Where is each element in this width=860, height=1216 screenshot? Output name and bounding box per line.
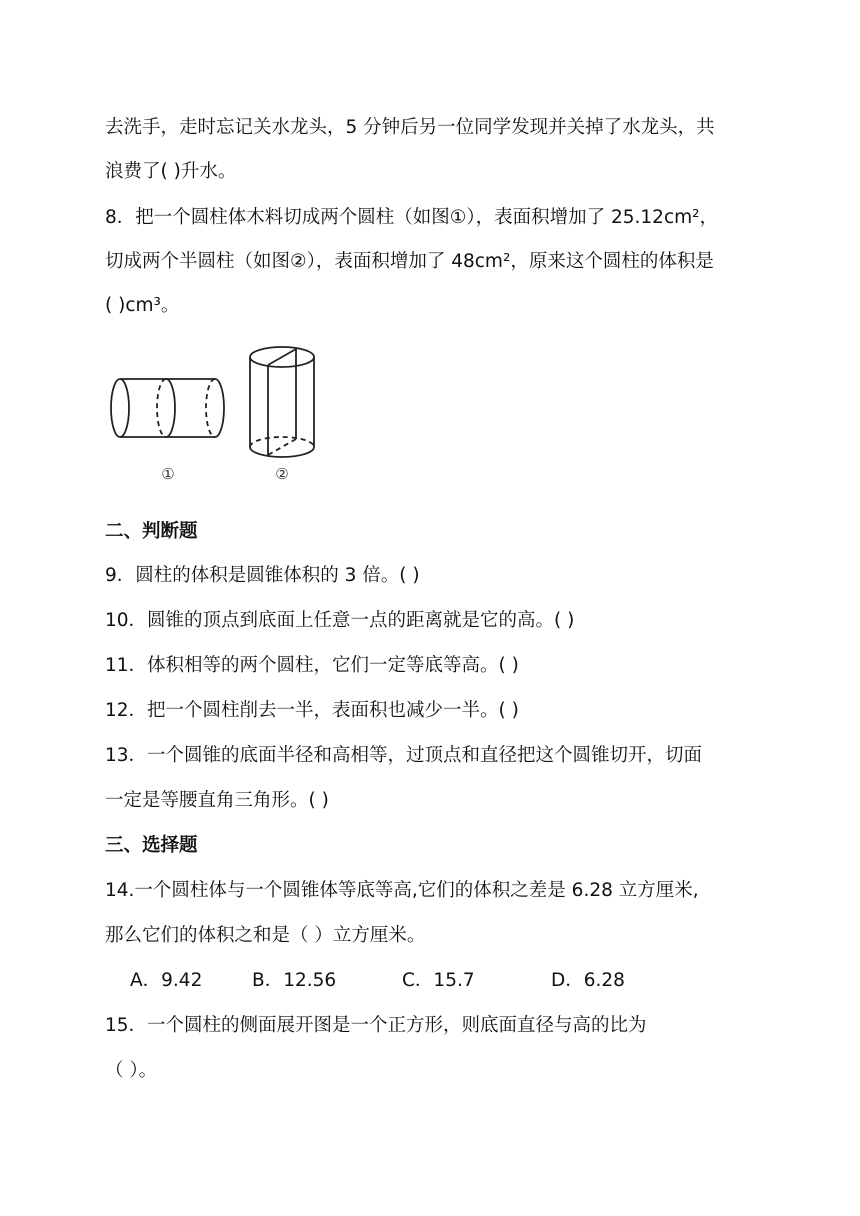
question-10: 10．圆锥的顶点到底面上任意一点的距离就是它的高。( )	[105, 610, 575, 631]
vertical-cylinder-cut	[250, 347, 314, 457]
q7-line-2: 浪费了( )升水。	[105, 161, 237, 182]
cylinder-figure	[100, 340, 340, 490]
q15-line-2: （ ）。	[105, 1060, 158, 1081]
horizontal-cylinder-cut	[111, 379, 224, 437]
section-3-heading: 三、选择题	[105, 835, 198, 856]
q13-line-1: 13．一个圆锥的底面半径和高相等，过顶点和直径把这个圆锥切开，切面	[105, 745, 703, 766]
q15-line-1: 15．一个圆柱的侧面展开图是一个正方形，则底面直径与高的比为	[105, 1015, 647, 1036]
q14-option-a: A．9.42	[130, 970, 203, 991]
question-12: 12．把一个圆柱削去一半，表面积也减少一半。( )	[105, 700, 519, 721]
figure-2-label: ②	[275, 465, 289, 483]
question-9: 9．圆柱的体积是圆锥体积的 3 倍。( )	[105, 565, 420, 586]
q7-line-1: 去洗手，走时忘记关水龙头，5 分钟后另一位同学发现并关掉了水龙头，共	[105, 117, 715, 138]
q8-line-2: 切成两个半圆柱（如图②），表面积增加了 48cm²，原来这个圆柱的体积是	[105, 251, 714, 272]
q13-line-2: 一定是等腰直角三角形。( )	[105, 790, 329, 811]
q14-option-c: C．15.7	[402, 970, 475, 991]
section-2-heading: 二、判断题	[105, 521, 198, 542]
q14-option-b: B．12.56	[252, 970, 337, 991]
q14-line-2: 那么它们的体积之和是（ ）立方厘米。	[105, 925, 426, 946]
question-11: 11．体积相等的两个圆柱，它们一定等底等高。( )	[105, 655, 519, 676]
figure-1-label: ①	[161, 465, 175, 483]
q8-line-3: ( )cm³。	[105, 295, 180, 316]
q14-option-d: D．6.28	[551, 970, 625, 991]
q14-line-1: 14.一个圆柱体与一个圆锥体等底等高,它们的体积之差是 6.28 立方厘米,	[105, 880, 699, 901]
q8-line-1: 8．把一个圆柱体木料切成两个圆柱（如图①），表面积增加了 25.12cm²，	[105, 207, 719, 228]
